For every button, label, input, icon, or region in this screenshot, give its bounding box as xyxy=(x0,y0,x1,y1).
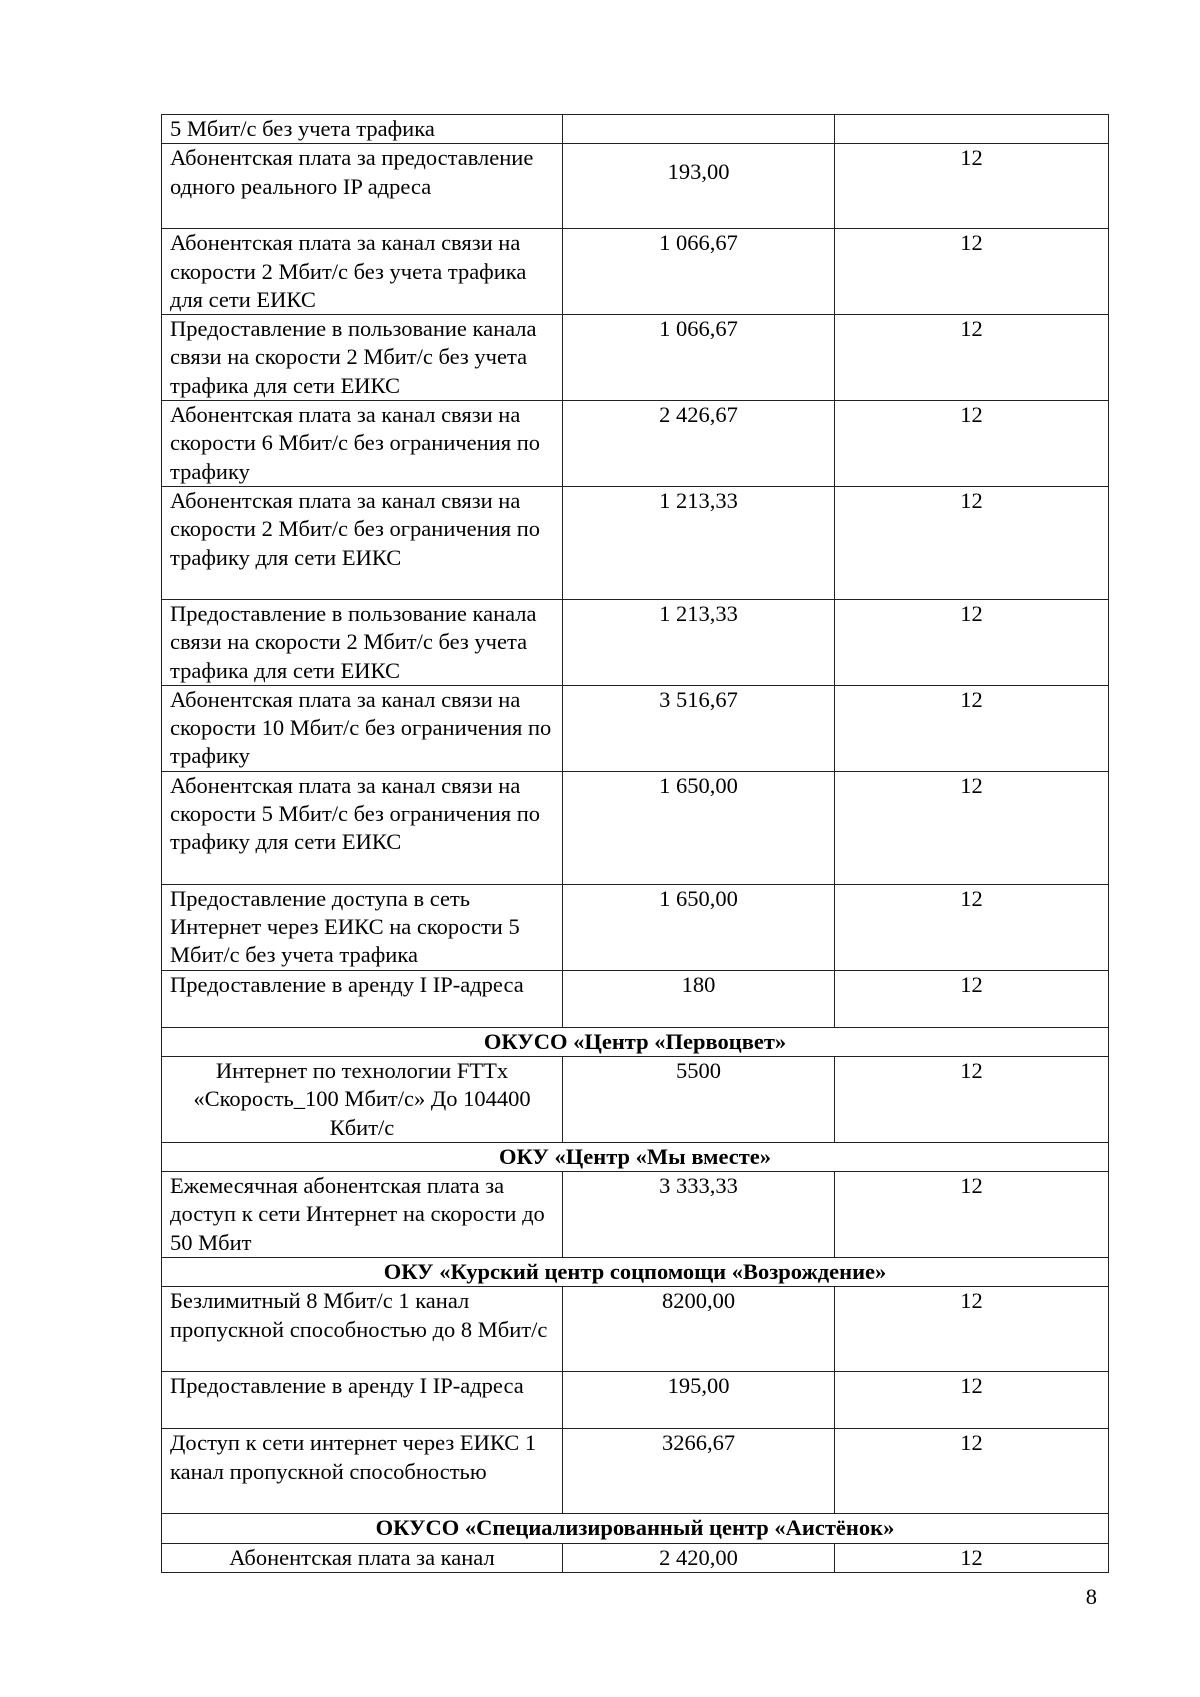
price-cell: 180 xyxy=(563,970,835,1027)
table-row xyxy=(162,771,1109,884)
price-cell: 3 516,67 xyxy=(563,685,835,771)
months-cell: 12 xyxy=(835,970,1109,1027)
price-cell: 8200,00 xyxy=(563,1287,835,1372)
section-title: ОКУ «Курский центр соцпомощи «Возрождение» xyxy=(162,1258,1109,1287)
table-row xyxy=(162,1172,1109,1258)
service-name-cell: Предоставление в пользование канала связи на скорости 2 Мбит/с без учета трафика для сети ЕИКС xyxy=(162,315,563,401)
service-name-cell: Предоставление в пользование канала связи на скорости 2 Мбит/с без учета трафика для сети ЕИКС xyxy=(162,599,563,685)
service-name-cell: Предоставление доступа в сеть Интернет через ЕИКС на скорости 5 Мбит/с без учета трафика xyxy=(162,884,563,970)
months-cell: 12 xyxy=(835,771,1109,884)
service-name-cell: Абонентская плата за канал связи на скорости 10 Мбит/с без ограничения по трафику xyxy=(162,685,563,771)
table-row xyxy=(162,1056,1109,1142)
price-value: 193,00 xyxy=(667,159,730,185)
service-name-cell: Ежемесячная абонентская плата за доступ к сети Интернет на скорости до 50 Мбит xyxy=(162,1172,563,1258)
section-title: ОКУСО «Центр «Первоцвет» xyxy=(162,1027,1109,1056)
table-row xyxy=(162,401,1109,487)
page-number: 8 xyxy=(1085,1584,1097,1609)
table-row xyxy=(162,1543,1109,1572)
service-name-cell: Абонентская плата за канал связи на скорости 6 Мбит/с без ограничения по трафику xyxy=(162,401,563,487)
section-header-row xyxy=(162,1514,1109,1543)
price-cell: 1 066,67 xyxy=(563,315,835,401)
price-cell: 1 650,00 xyxy=(563,884,835,970)
months-cell: 12 xyxy=(835,599,1109,685)
service-name-cell: Интернет по технологии FTTx «Скорость_100 Мбит/с» До 104400 Кбит/с xyxy=(162,1056,563,1142)
table-row xyxy=(162,115,1109,144)
months-cell: 12 xyxy=(835,315,1109,401)
table-row xyxy=(162,144,1109,229)
price-cell: 2 426,67 xyxy=(563,401,835,487)
table-row xyxy=(162,1372,1109,1429)
months-cell: 12 xyxy=(835,229,1109,315)
months-cell: 12 xyxy=(835,1429,1109,1514)
price-cell: 1 213,33 xyxy=(563,486,835,599)
service-name-cell: 5 Мбит/с без учета трафика xyxy=(162,115,563,144)
table-row xyxy=(162,486,1109,599)
price-cell: 2 420,00 xyxy=(563,1543,835,1572)
months-cell: 12 xyxy=(835,685,1109,771)
months-cell: 12 xyxy=(835,401,1109,487)
section-header-row xyxy=(162,1027,1109,1056)
price-cell xyxy=(563,115,835,144)
service-name-cell: Абонентская плата за канал связи на скорости 5 Мбит/с без ограничения по трафику для сети ЕИКС xyxy=(162,771,563,884)
service-name-cell: Абонентская плата за предоставление одного реального IP адреса xyxy=(162,144,563,229)
months-cell: 12 xyxy=(835,1287,1109,1372)
table-row xyxy=(162,1287,1109,1372)
table-row xyxy=(162,315,1109,401)
months-cell: 12 xyxy=(835,144,1109,229)
table-row xyxy=(162,229,1109,315)
months-cell: 12 xyxy=(835,1543,1109,1572)
section-title: ОКУСО «Специализированный центр «Аистёнок» xyxy=(162,1514,1109,1543)
table-row xyxy=(162,970,1109,1027)
section-header-row xyxy=(162,1142,1109,1171)
service-name-cell: Абонентская плата за канал связи на скорости 2 Мбит/с без ограничения по трафику для сети ЕИКС xyxy=(162,486,563,599)
price-cell: 195,00 xyxy=(563,1372,835,1429)
section-header-row xyxy=(162,1258,1109,1287)
months-cell: 12 xyxy=(835,884,1109,970)
tariff-table xyxy=(161,114,1109,1573)
price-cell: 1 650,00 xyxy=(563,771,835,884)
price-cell xyxy=(563,144,835,229)
service-name-cell: Безлимитный 8 Мбит/с 1 канал пропускной способностью до 8 Мбит/с xyxy=(162,1287,563,1372)
price-cell: 5500 xyxy=(563,1056,835,1142)
months-cell: 12 xyxy=(835,1056,1109,1142)
table-row xyxy=(162,1429,1109,1514)
service-name-cell: Абонентская плата за канал xyxy=(162,1543,563,1572)
table-row xyxy=(162,685,1109,771)
price-cell: 1 066,67 xyxy=(563,229,835,315)
service-name-cell: Абонентская плата за канал связи на скорости 2 Мбит/с без учета трафика для сети ЕИКС xyxy=(162,229,563,315)
table-row xyxy=(162,599,1109,685)
price-cell: 3 333,33 xyxy=(563,1172,835,1258)
price-cell: 1 213,33 xyxy=(563,599,835,685)
service-name-cell: Доступ к сети интернет через ЕИКС 1 канал пропускной способностью xyxy=(162,1429,563,1514)
table-row xyxy=(162,884,1109,970)
service-name-cell: Предоставление в аренду I IP-адреса xyxy=(162,970,563,1027)
price-cell: 3266,67 xyxy=(563,1429,835,1514)
months-cell: 12 xyxy=(835,1372,1109,1429)
service-name-cell: Предоставление в аренду I IP-адреса xyxy=(162,1372,563,1429)
months-cell: 12 xyxy=(835,486,1109,599)
months-cell xyxy=(835,115,1109,144)
months-cell: 12 xyxy=(835,1172,1109,1258)
section-title: ОКУ «Центр «Мы вместе» xyxy=(162,1142,1109,1171)
